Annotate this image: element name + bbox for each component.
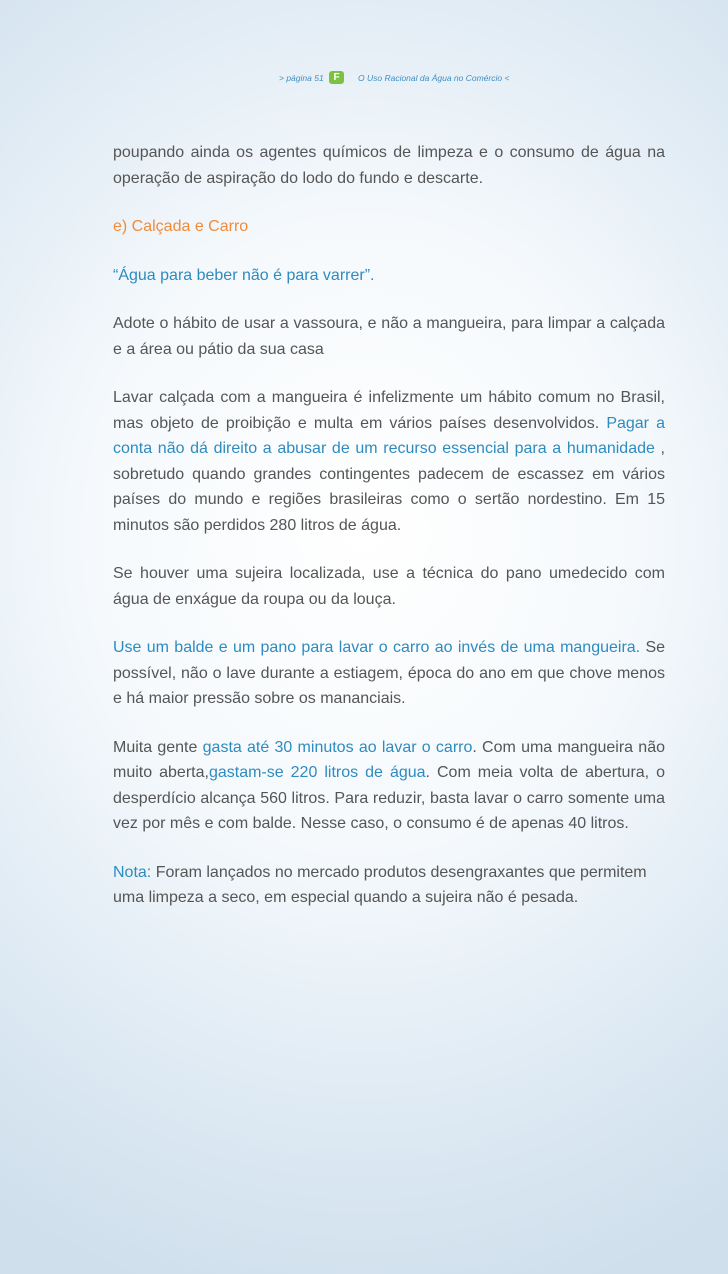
note-paragraph [113, 860, 665, 911]
p3-text-c: , sobretudo quando grandes contingentes padecem de escassez em vários países do mundo e regiões brasileiras como o sertão nordestino. Em 15 minutos são perdidos 280 litros de água. [113, 440, 666, 534]
quote: “Água para beber não é para varrer”. [113, 266, 375, 284]
p3-highlight: Pagar a conta não dá direito a abusar de um recurso essencial para a humanidade [113, 414, 665, 457]
paragraph-5 [113, 635, 665, 712]
p6-highlight-2: gastam-se 220 litros de água [208, 764, 426, 781]
note-label: Nota: [113, 863, 152, 881]
p6-text-a: Muita gente [113, 738, 203, 756]
p6-text-e: . Com meia volta de abertura, o desperdício alcança 560 litros. Para reduzir, basta lavar o carro somente uma vez por mês e com balde. Nesse caso, o consumo é de apenas 40 litros. [113, 764, 666, 832]
section-heading: e) Calçada e Carro [113, 218, 249, 235]
f-logo-icon: F [329, 71, 344, 84]
page-body [113, 140, 665, 934]
p6-text-c: . Com uma mangueira não muito aberta, [113, 738, 665, 781]
paragraph-6 [113, 735, 665, 837]
note-text: Foram lançados no mercado produtos desengraxantes que permitem uma limpeza a seco, em especial quando a sujeira não é pesada. [113, 863, 647, 906]
p5-text-b: Se possível, não o lave durante a estiagem, época do ano em que chove menos e há maior pressão sobre os mananciais. [113, 639, 666, 707]
page-number: > página 51 [279, 73, 324, 83]
book-title: O Uso Racional da Água no Comércio < [358, 73, 510, 83]
paragraph-2: Adote o hábito de usar a vassoura, e não a mangueira, para limpar a calçada e a área ou pátio da sua casa [113, 315, 665, 358]
p5-highlight: Use um balde e um pano para lavar o carro ao invés de uma mangueira. [113, 639, 641, 656]
paragraph-1: poupando ainda os agentes químicos de limpeza e o consumo de água na operação de aspiração do lodo do fundo e descarte. [113, 144, 665, 187]
paragraph-3 [113, 385, 665, 538]
paragraph-4: Se houver uma sujeira localizada, use a técnica do pano umedecido com água de enxágue da roupa ou da louça. [113, 565, 665, 608]
p6-highlight-1: gasta até 30 minutos ao lavar o carro [202, 738, 473, 756]
p3-text-a: Lavar calçada com a mangueira é infelizmente um hábito comum no Brasil, mas objeto de proibição e multa em vários países desenvolvidos. [113, 389, 665, 432]
